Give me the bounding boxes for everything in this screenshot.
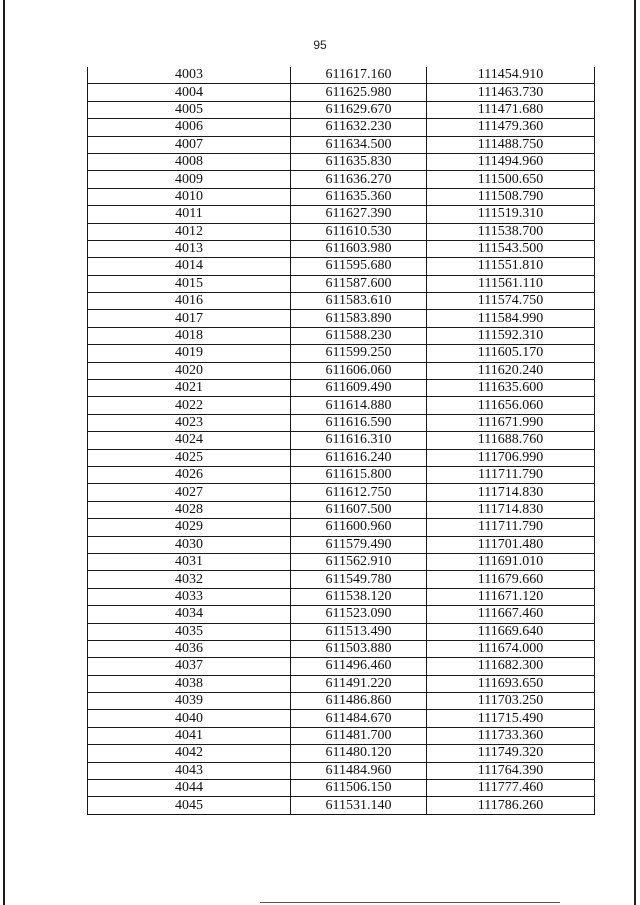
x-coordinate-cell: 611606.060 <box>291 362 427 379</box>
scan-edge-right <box>634 0 636 905</box>
y-coordinate-cell: 111682.300 <box>427 658 595 675</box>
x-coordinate-cell: 611617.160 <box>291 67 427 84</box>
x-coordinate-cell: 611636.270 <box>291 171 427 188</box>
table-row <box>88 797 595 814</box>
y-coordinate-cell: 111561.110 <box>427 275 595 292</box>
table-row <box>88 727 595 744</box>
y-coordinate-cell: 111584.990 <box>427 310 595 327</box>
y-coordinate-cell: 111519.310 <box>427 206 595 223</box>
y-coordinate-cell: 111538.700 <box>427 223 595 240</box>
y-coordinate-cell: 111777.460 <box>427 780 595 797</box>
y-coordinate-cell: 111479.360 <box>427 119 595 136</box>
y-coordinate-cell: 111551.810 <box>427 258 595 275</box>
point-number-cell: 4004 <box>88 84 291 101</box>
x-coordinate-cell: 611538.120 <box>291 588 427 605</box>
y-coordinate-cell: 111494.960 <box>427 153 595 170</box>
table-row <box>88 223 595 240</box>
point-number-cell: 4023 <box>88 414 291 431</box>
x-coordinate-cell: 611480.120 <box>291 745 427 762</box>
x-coordinate-cell: 611600.960 <box>291 519 427 536</box>
point-number-cell: 4038 <box>88 675 291 692</box>
point-number-cell: 4045 <box>88 797 291 814</box>
y-coordinate-cell: 111669.640 <box>427 623 595 640</box>
point-number-cell: 4013 <box>88 240 291 257</box>
x-coordinate-cell: 611587.600 <box>291 275 427 292</box>
table-row <box>88 466 595 483</box>
x-coordinate-cell: 611506.150 <box>291 780 427 797</box>
point-number-cell: 4010 <box>88 188 291 205</box>
y-coordinate-cell: 111703.250 <box>427 693 595 710</box>
y-coordinate-cell: 111620.240 <box>427 362 595 379</box>
table-row <box>88 710 595 727</box>
x-coordinate-cell: 611531.140 <box>291 797 427 814</box>
table-row <box>88 571 595 588</box>
x-coordinate-cell: 611491.220 <box>291 675 427 692</box>
table-row <box>88 206 595 223</box>
y-coordinate-cell: 111714.830 <box>427 501 595 518</box>
point-number-cell: 4036 <box>88 640 291 657</box>
x-coordinate-cell: 611634.500 <box>291 136 427 153</box>
table-row <box>88 67 595 84</box>
x-coordinate-cell: 611599.250 <box>291 345 427 362</box>
point-number-cell: 4033 <box>88 588 291 605</box>
y-coordinate-cell: 111701.480 <box>427 536 595 553</box>
point-number-cell: 4043 <box>88 762 291 779</box>
x-coordinate-cell: 611612.750 <box>291 484 427 501</box>
x-coordinate-cell: 611503.880 <box>291 640 427 657</box>
point-number-cell: 4018 <box>88 327 291 344</box>
coordinates-table-body <box>88 67 595 814</box>
scan-edge-left <box>3 0 5 905</box>
x-coordinate-cell: 611627.390 <box>291 206 427 223</box>
x-coordinate-cell: 611607.500 <box>291 501 427 518</box>
table-row <box>88 101 595 118</box>
table-row <box>88 693 595 710</box>
x-coordinate-cell: 611610.530 <box>291 223 427 240</box>
y-coordinate-cell: 111592.310 <box>427 327 595 344</box>
y-coordinate-cell: 111688.760 <box>427 432 595 449</box>
point-number-cell: 4041 <box>88 727 291 744</box>
y-coordinate-cell: 111749.320 <box>427 745 595 762</box>
point-number-cell: 4024 <box>88 432 291 449</box>
point-number-cell: 4044 <box>88 780 291 797</box>
table-row <box>88 553 595 570</box>
page-number: 95 <box>313 38 327 52</box>
x-coordinate-cell: 611609.490 <box>291 380 427 397</box>
point-number-cell: 4031 <box>88 553 291 570</box>
table-row <box>88 171 595 188</box>
y-coordinate-cell: 111508.790 <box>427 188 595 205</box>
y-coordinate-cell: 111786.260 <box>427 797 595 814</box>
table-row <box>88 640 595 657</box>
x-coordinate-cell: 611616.240 <box>291 449 427 466</box>
table-row <box>88 327 595 344</box>
table-row <box>88 414 595 431</box>
point-number-cell: 4020 <box>88 362 291 379</box>
point-number-cell: 4029 <box>88 519 291 536</box>
y-coordinate-cell: 111574.750 <box>427 293 595 310</box>
point-number-cell: 4021 <box>88 380 291 397</box>
table-row <box>88 84 595 101</box>
point-number-cell: 4006 <box>88 119 291 136</box>
point-number-cell: 4030 <box>88 536 291 553</box>
y-coordinate-cell: 111500.650 <box>427 171 595 188</box>
table-row <box>88 536 595 553</box>
y-coordinate-cell: 111605.170 <box>427 345 595 362</box>
y-coordinate-cell: 111463.730 <box>427 84 595 101</box>
y-coordinate-cell: 111711.790 <box>427 466 595 483</box>
point-number-cell: 4040 <box>88 710 291 727</box>
point-number-cell: 4007 <box>88 136 291 153</box>
y-coordinate-cell: 111667.460 <box>427 606 595 623</box>
table-row <box>88 780 595 797</box>
point-number-cell: 4014 <box>88 258 291 275</box>
scan-edge-bottom <box>260 902 560 903</box>
point-number-cell: 4019 <box>88 345 291 362</box>
y-coordinate-cell: 111715.490 <box>427 710 595 727</box>
coordinates-table <box>87 67 595 815</box>
x-coordinate-cell: 611615.800 <box>291 466 427 483</box>
table-row <box>88 484 595 501</box>
point-number-cell: 4028 <box>88 501 291 518</box>
table-row <box>88 675 595 692</box>
x-coordinate-cell: 611629.670 <box>291 101 427 118</box>
point-number-cell: 4008 <box>88 153 291 170</box>
x-coordinate-cell: 611523.090 <box>291 606 427 623</box>
point-number-cell: 4016 <box>88 293 291 310</box>
x-coordinate-cell: 611496.460 <box>291 658 427 675</box>
x-coordinate-cell: 611616.590 <box>291 414 427 431</box>
point-number-cell: 4025 <box>88 449 291 466</box>
y-coordinate-cell: 111656.060 <box>427 397 595 414</box>
x-coordinate-cell: 611513.490 <box>291 623 427 640</box>
y-coordinate-cell: 111635.600 <box>427 380 595 397</box>
x-coordinate-cell: 611484.960 <box>291 762 427 779</box>
point-number-cell: 4035 <box>88 623 291 640</box>
x-coordinate-cell: 611583.610 <box>291 293 427 310</box>
x-coordinate-cell: 611579.490 <box>291 536 427 553</box>
point-number-cell: 4015 <box>88 275 291 292</box>
x-coordinate-cell: 611481.700 <box>291 727 427 744</box>
table-row <box>88 623 595 640</box>
table-row <box>88 501 595 518</box>
point-number-cell: 4039 <box>88 693 291 710</box>
y-coordinate-cell: 111679.660 <box>427 571 595 588</box>
x-coordinate-cell: 611595.680 <box>291 258 427 275</box>
x-coordinate-cell: 611588.230 <box>291 327 427 344</box>
y-coordinate-cell: 111671.990 <box>427 414 595 431</box>
x-coordinate-cell: 611583.890 <box>291 310 427 327</box>
x-coordinate-cell: 611614.880 <box>291 397 427 414</box>
table-row <box>88 345 595 362</box>
x-coordinate-cell: 611486.860 <box>291 693 427 710</box>
point-number-cell: 4009 <box>88 171 291 188</box>
point-number-cell: 4037 <box>88 658 291 675</box>
y-coordinate-cell: 111691.010 <box>427 553 595 570</box>
table-row <box>88 380 595 397</box>
table-row <box>88 362 595 379</box>
table-row <box>88 136 595 153</box>
table-row <box>88 119 595 136</box>
x-coordinate-cell: 611562.910 <box>291 553 427 570</box>
point-number-cell: 4042 <box>88 745 291 762</box>
y-coordinate-cell: 111674.000 <box>427 640 595 657</box>
y-coordinate-cell: 111454.910 <box>427 67 595 84</box>
y-coordinate-cell: 111711.790 <box>427 519 595 536</box>
table-row <box>88 762 595 779</box>
table-row <box>88 310 595 327</box>
point-number-cell: 4034 <box>88 606 291 623</box>
table-row <box>88 258 595 275</box>
point-number-cell: 4005 <box>88 101 291 118</box>
point-number-cell: 4011 <box>88 206 291 223</box>
y-coordinate-cell: 111714.830 <box>427 484 595 501</box>
point-number-cell: 4032 <box>88 571 291 588</box>
table-row <box>88 432 595 449</box>
y-coordinate-cell: 111671.120 <box>427 588 595 605</box>
y-coordinate-cell: 111693.650 <box>427 675 595 692</box>
x-coordinate-cell: 611616.310 <box>291 432 427 449</box>
y-coordinate-cell: 111488.750 <box>427 136 595 153</box>
x-coordinate-cell: 611549.780 <box>291 571 427 588</box>
table-row <box>88 745 595 762</box>
y-coordinate-cell: 111706.990 <box>427 449 595 466</box>
x-coordinate-cell: 611484.670 <box>291 710 427 727</box>
x-coordinate-cell: 611625.980 <box>291 84 427 101</box>
point-number-cell: 4017 <box>88 310 291 327</box>
table-row <box>88 588 595 605</box>
point-number-cell: 4022 <box>88 397 291 414</box>
y-coordinate-cell: 111764.390 <box>427 762 595 779</box>
x-coordinate-cell: 611632.230 <box>291 119 427 136</box>
y-coordinate-cell: 111543.500 <box>427 240 595 257</box>
table-row <box>88 606 595 623</box>
x-coordinate-cell: 611635.360 <box>291 188 427 205</box>
table-row <box>88 519 595 536</box>
table-row <box>88 275 595 292</box>
table-row <box>88 449 595 466</box>
point-number-cell: 4026 <box>88 466 291 483</box>
point-number-cell: 4012 <box>88 223 291 240</box>
table-row <box>88 153 595 170</box>
y-coordinate-cell: 111733.360 <box>427 727 595 744</box>
y-coordinate-cell: 111471.680 <box>427 101 595 118</box>
x-coordinate-cell: 611635.830 <box>291 153 427 170</box>
table-row <box>88 188 595 205</box>
table-row <box>88 658 595 675</box>
point-number-cell: 4003 <box>88 67 291 84</box>
table-row <box>88 397 595 414</box>
x-coordinate-cell: 611603.980 <box>291 240 427 257</box>
table-row <box>88 293 595 310</box>
point-number-cell: 4027 <box>88 484 291 501</box>
table-row <box>88 240 595 257</box>
